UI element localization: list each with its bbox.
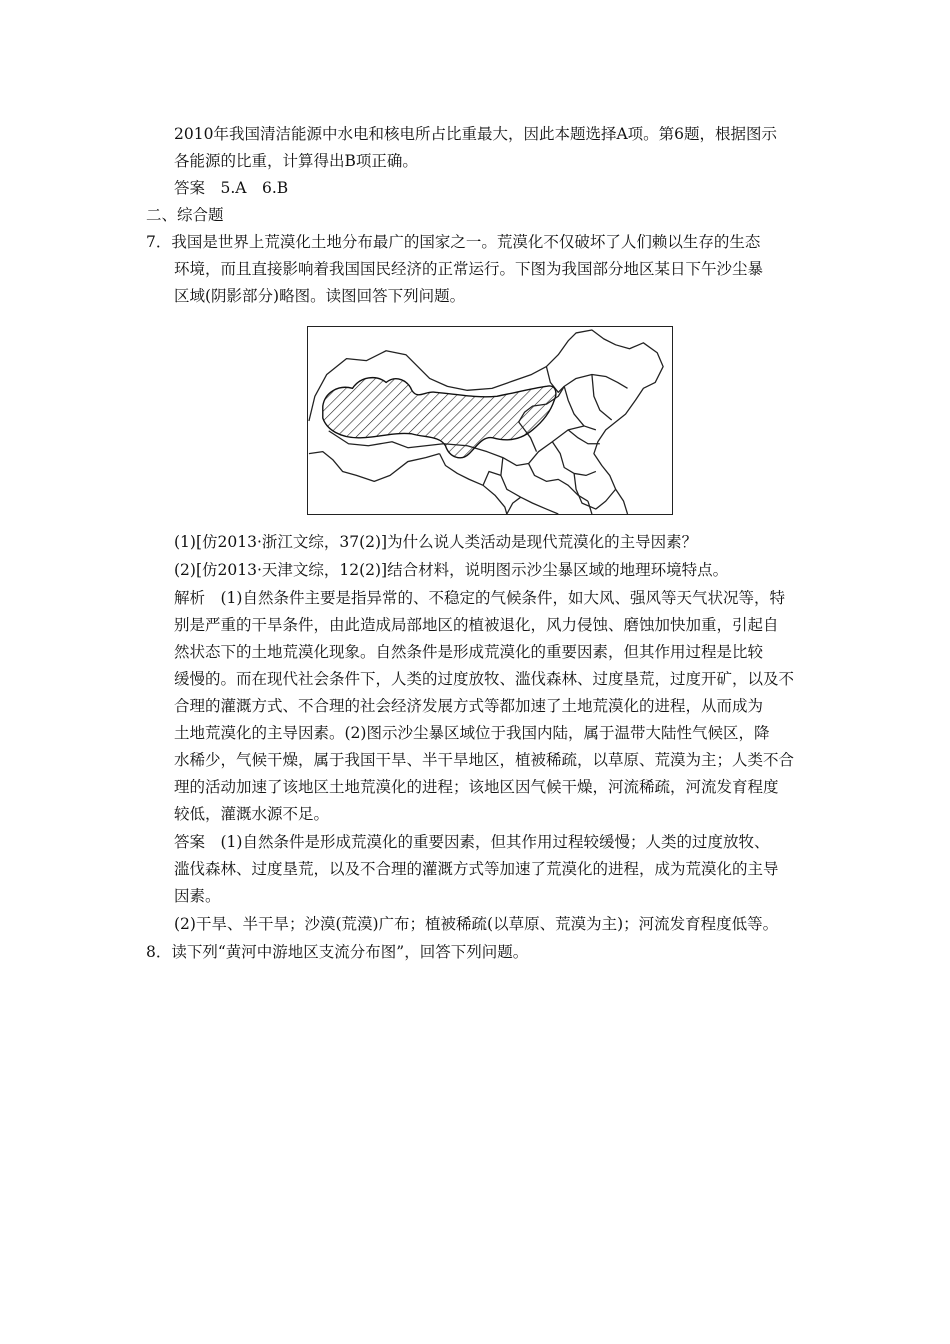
text-line: 水稀少，气候干燥，属于我国干旱、半干旱地区，植被稀疏，以草原、荒漠为主；人类不合 [174, 751, 795, 769]
section-heading: 二、综合题 [146, 206, 224, 224]
answer-line: 答案 (1)自然条件是形成荒漠化的重要因素，但其作用过程较缓慢；人类的过度放牧、 [174, 833, 770, 851]
text-line: 合理的灌溉方式、不合理的社会经济发展方式等都加速了土地荒漠化的进程，从而成为 [174, 697, 764, 715]
text-line: 较低，灌溉水源不足。 [174, 805, 330, 823]
text-line: 各能源的比重，计算得出B项正确。 [174, 152, 418, 170]
answer-line: 答案 5.A 6.B [174, 179, 289, 197]
text-line: 区域(阴影部分)略图。读图回答下列问题。 [174, 287, 466, 305]
text-line: 理的活动加速了该地区土地荒漠化的进程；该地区因气候干燥，河流稀疏，河流发育程度 [174, 778, 779, 796]
text-line: 环境，而且直接影响着我国国民经济的正常运行。下图为我国部分地区某日下午沙尘暴 [174, 260, 764, 278]
sandstorm-map-figure [307, 326, 673, 515]
sandstorm-region [323, 378, 556, 458]
question-7-1: (1)[仿2013·浙江文综，37(2)]为什么说人类活动是现代荒漠化的主导因素？ [174, 533, 698, 551]
question-7-stem: 7．我国是世界上荒漠化土地分布最广的国家之一。荒漠化不仅破坏了人们赖以生存的生态 [146, 233, 761, 251]
text-line: 滥伐森林、过度垦荒，以及不合理的灌溉方式等加速了荒漠化的进程，成为荒漠化的主导 [174, 860, 779, 878]
text-line: 2010年我国清洁能源中水电和核电所占比重最大，因此本题选择A项。第6题，根据图示 [174, 125, 778, 143]
text-line: 缓慢的。而在现代社会条件下，人类的过度放牧、滥伐森林、过度垦荒，过度开矿，以及不 [174, 670, 795, 688]
text-line: 然状态下的土地荒漠化现象。自然条件是形成荒漠化的重要因素，但其作用过程是比较 [174, 643, 764, 661]
analysis-line: 解析 (1)自然条件主要是指异常的、不稳定的气候条件，如大风、强风等天气状况等，特 [174, 589, 785, 607]
text-line: 因素。 [174, 887, 221, 905]
china-partial-map [308, 327, 672, 514]
text-line: 别是严重的干旱条件，由此造成局部地区的植被退化，风力侵蚀、磨蚀加快加重，引起自 [174, 616, 779, 634]
text-line: 土地荒漠化的主导因素。(2)图示沙尘暴区域位于我国内陆，属于温带大陆性气候区，降 [174, 724, 770, 742]
question-7-2: (2)[仿2013·天津文综，12(2)]结合材料，说明图示沙尘暴区域的地理环境特点。 [174, 561, 729, 579]
answer-line: (2)干旱、半干旱；沙漠(荒漠)广布；植被稀疏(以草原、荒漠为主)；河流发育程度低等。 [174, 915, 779, 933]
question-8-stem: 8．读下列“黄河中游地区支流分布图”，回答下列问题。 [146, 943, 529, 961]
